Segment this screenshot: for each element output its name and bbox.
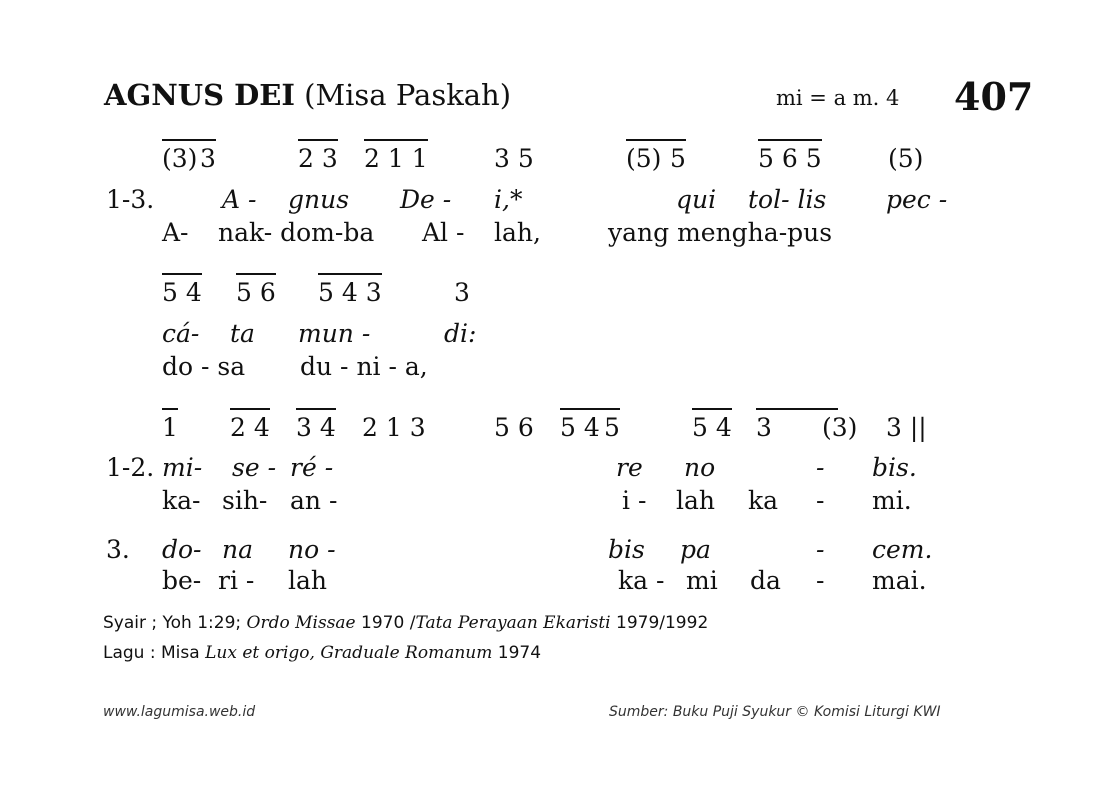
lyric-syllable: A- <box>162 218 189 247</box>
note-group: 5 4 3 <box>318 273 382 307</box>
lyric-syllable: yang mengha-pus <box>608 218 833 247</box>
lyric-syllable: mi. <box>872 486 912 515</box>
title-subtitle: (Misa Paskah) <box>304 78 512 112</box>
lyric-syllable: mai. <box>872 566 927 595</box>
website-link[interactable]: www.lagumisa.web.id <box>103 704 256 720</box>
credit-lyrics: Syair ; Yoh 1:29; Ordo Missae 1970 /Tata Perayaan Ekaristi 1979/1992 <box>103 613 709 633</box>
lyric-syllable: an - <box>290 486 338 515</box>
lyric-syllable: mi- <box>162 453 203 482</box>
note-group: 5 <box>648 139 686 173</box>
song-title <box>104 78 511 112</box>
source-credit: Sumber: Buku Puji Syukur © Komisi Liturgi KWI <box>609 704 941 720</box>
lyric-syllable: ka - <box>618 566 665 595</box>
lyric-syllable: se - <box>232 453 277 482</box>
lyric-syllable: ka- <box>162 486 201 515</box>
note-group: 2 1 3 <box>362 413 426 442</box>
lyric-syllable: tol- lis <box>748 185 827 214</box>
note-group: 5 4 <box>692 408 732 442</box>
lyric-syllable: ré - <box>290 453 334 482</box>
lyric-syllable: pa <box>680 535 711 564</box>
song-number: 407 <box>954 74 1034 119</box>
note-group: 5 4 <box>162 273 202 307</box>
lyric-syllable: na <box>222 535 254 564</box>
note-group: 5 <box>586 408 620 442</box>
title-main: AGNUS DEI <box>104 78 295 112</box>
lyric-syllable: no - <box>288 535 336 564</box>
note-group: 5 4 <box>560 408 600 442</box>
lyric-syllable: qui <box>676 185 717 214</box>
lyric-syllable: ta <box>230 319 255 348</box>
lyric-syllable: - <box>816 566 825 595</box>
lyric-syllable: lah <box>676 486 716 515</box>
lyric-syllable: di: <box>444 319 477 348</box>
lyric-syllable: do - sa <box>162 352 246 381</box>
lyric-syllable: - <box>816 453 825 482</box>
note-group: 3 <box>756 408 838 442</box>
lyric-syllable: re <box>616 453 643 482</box>
lyric-syllable: gnus <box>288 185 350 214</box>
note-group: 3 5 <box>494 144 534 173</box>
lyric-syllable: bis <box>608 535 645 564</box>
note-group: 3 <box>454 278 470 307</box>
key-signature: mi = a m. 4 <box>776 86 900 110</box>
note-group: 3 <box>170 139 216 173</box>
note-group: 2 4 <box>230 408 270 442</box>
note-group: 5 6 5 <box>758 139 822 173</box>
lyric-syllable: bis. <box>872 453 917 482</box>
credit-label: Lagu <box>103 643 145 663</box>
verse-label: 1-3. <box>106 185 155 214</box>
note-group: 5 6 <box>494 413 534 442</box>
lyric-syllable: da <box>750 566 781 595</box>
lyric-syllable: A - <box>222 185 257 214</box>
verse-label: 1-2. <box>106 453 155 482</box>
lyric-syllable: cem. <box>872 535 933 564</box>
lyric-syllable: - <box>816 535 825 564</box>
lyric-syllable: ka <box>748 486 779 515</box>
note-group: 2 1 1 <box>364 139 428 173</box>
lyric-syllable: mi <box>686 566 718 595</box>
lyric-syllable: i - <box>622 486 647 515</box>
lyric-syllable: mun - <box>298 319 371 348</box>
note-group: (3) <box>162 139 197 173</box>
note-group: (3) <box>822 413 858 442</box>
lyric-syllable: nak- dom-ba <box>218 218 375 247</box>
lyric-syllable: Al - <box>422 218 465 247</box>
lyric-syllable: i,* <box>494 185 523 214</box>
note-group: 2 3 <box>298 139 338 173</box>
note-group: (5) <box>626 139 661 173</box>
note-group: 5 6 <box>236 273 276 307</box>
lyric-syllable: do- <box>162 535 202 564</box>
verse-label: 3. <box>106 535 130 564</box>
lyric-syllable: ri - <box>218 566 255 595</box>
lyric-syllable: be- <box>162 566 202 595</box>
lyric-syllable: cá- <box>162 319 200 348</box>
credit-music: Lagu : Misa Lux et origo, Graduale Romanum 1974 <box>103 643 542 663</box>
lyric-syllable: De - <box>400 185 452 214</box>
note-group: 1 <box>162 408 178 442</box>
credit-label: Syair <box>103 613 146 633</box>
lyric-syllable: sih- <box>222 486 268 515</box>
lyric-syllable: no <box>684 453 716 482</box>
note-group: 3 || <box>886 413 927 442</box>
note-group: (5) <box>888 144 924 173</box>
lyric-syllable: du - ni - a, <box>300 352 428 381</box>
lyric-syllable: lah <box>288 566 328 595</box>
lyric-syllable: - <box>816 486 825 515</box>
lyric-syllable: pec - <box>886 185 948 214</box>
lyric-syllable: lah, <box>494 218 541 247</box>
note-group: 3 4 <box>296 408 336 442</box>
